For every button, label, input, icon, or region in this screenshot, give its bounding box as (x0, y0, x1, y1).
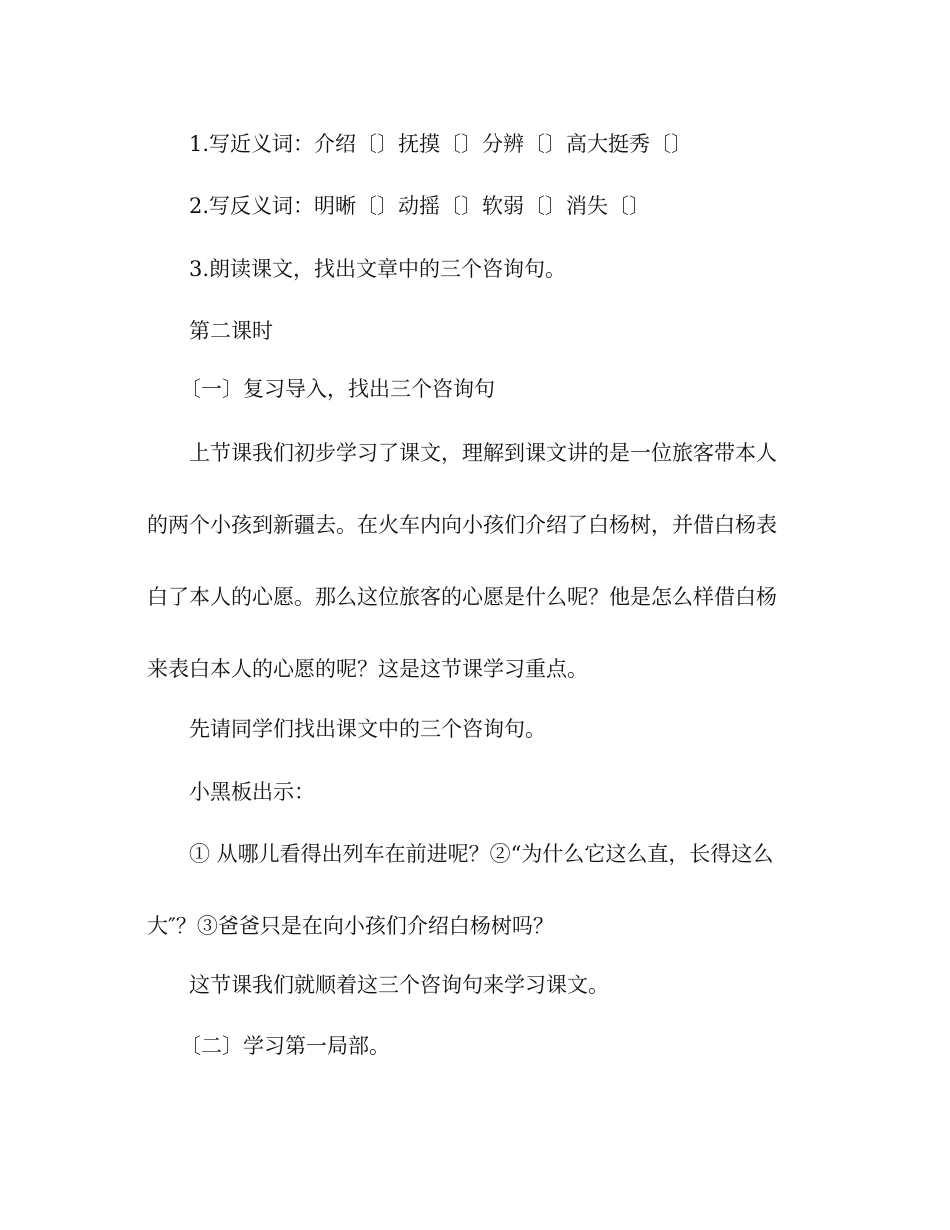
body-text-line: 先请同学们找出课文中的三个咨询句。 (189, 717, 546, 741)
body-text-line: 这节课我们就顺着这三个咨询句来学习课文。 (189, 973, 609, 997)
section-heading-second-lesson: 第二课时 (189, 319, 273, 343)
subsection-heading-part-one: 〔二〕学习第一局部。 (180, 1034, 390, 1058)
exercise-antonyms: 2.写反义词：明晰〔〕动摇〔〕软弱〔〕消失〔〕 (189, 194, 651, 218)
body-text-line: 上节课我们初步学习了课文，理解到课文讲的是一位旅客带本人 (189, 441, 777, 465)
body-text-line: 白了本人的心愿。那么这位旅客的心愿是什么呢？他是怎么样借白杨 (147, 585, 777, 609)
body-text-line: 来表白本人的心愿的呢？这是这节课学习重点。 (147, 657, 588, 681)
exercise-reading: 3.朗读课文，找出文章中的三个咨询句。 (189, 257, 567, 281)
question-list-line: 大″？③爸爸只是在向小孩们介绍白杨树吗？ (147, 914, 554, 938)
subsection-heading-review: 〔一〕复习导入，找出三个咨询句 (180, 377, 495, 401)
body-text-line: 的两个小孩到新疆去。在火车内向小孩们介绍了白杨树，并借白杨表 (147, 513, 777, 537)
body-text-line: 小黑板出示： (189, 780, 315, 804)
exercise-synonyms: 1.写近义词：介绍〔〕抚摸〔〕分辨〔〕高大挺秀〔〕 (189, 132, 693, 156)
question-list-line: ① 从哪儿看得出列车在前进呢？②“为什么它这么直，长得这么 (189, 842, 774, 866)
